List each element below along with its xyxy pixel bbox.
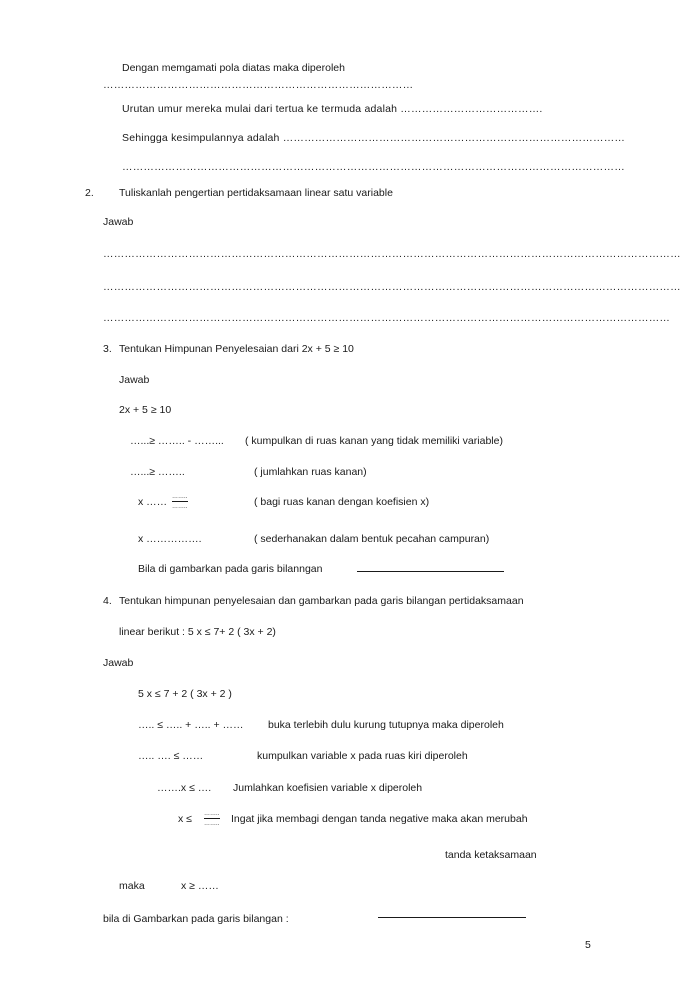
intro-dots-1: …………………………………………………………………………… [103,79,414,91]
q4-numberline [378,917,526,918]
q4-step3-expression: …….x ≤ …. [157,782,212,794]
q3-step4-expression: x ……………. [138,533,202,545]
q3-number: 3. [103,343,112,355]
q3-step1-expression: …...≥ …….. - ……... [130,435,224,447]
q4-equation: 5 x ≤ 7 + 2 ( 3x + 2 ) [138,688,232,700]
q2-answer-line-1: ……………………………………………………………………………………………………………………………………………… [103,248,681,260]
q4-step2-expression: ….. …. ≤ …… [138,750,204,762]
q3-step2-hint: ( jumlahkan ruas kanan) [254,466,367,478]
q3-step3-hint: ( bagi ruas kanan dengan koefisien x) [254,496,430,508]
q2-answer-line-3: …………………………………………………………………………………………………………………………………………… [103,312,671,324]
q4-step4-fraction [204,811,220,827]
intro-line-urutan: Urutan umur mereka mulai dari tertua ke termuda adalah …………………………………. [122,103,543,115]
q3-step1-hint: ( kumpulkan di ruas kanan yang tidak memiliki variable) [245,435,503,447]
q4-step4-hint-continued: tanda ketaksamaan [445,849,537,861]
q4-step1-hint: buka terlebih dulu kurung tutupnya maka diperoleh [268,719,504,731]
intro-line-1: Dengan memgamati pola diatas maka diperoleh [122,62,345,74]
q2-question: Tuliskanlah pengertian pertidaksamaan linear satu variable [119,187,393,199]
q2-number: 2. [85,187,94,199]
q3-step2-expression: …...≥ …….. [130,466,185,478]
q3-jawab-label: Jawab [119,374,150,386]
q2-jawab-label: Jawab [103,216,134,228]
q4-step3-hint: Jumlahkan koefisien variable x diperoleh [233,782,423,794]
q3-step3-expression: x …… [138,496,168,508]
q3-step3-fraction-denominator: …….. [172,504,188,510]
q4-number: 4. [103,595,112,607]
q4-maka-label: maka [119,880,145,892]
q4-step1-expression: ….. ≤ ….. + ….. + …… [138,719,244,731]
q2-answer-line-2: ……………………………………………………………………………………………………………………………………………… [103,281,681,293]
q3-step3-fraction-numerator: …….. [172,494,188,500]
q4-maka-expression: x ≥ …… [181,880,219,892]
q4-step4-fraction-denominator: …….. [204,821,220,827]
page-number: 5 [585,939,591,951]
intro-line-kesimpulan: Sehingga kesimpulannya adalah …………………………………………………………………………………… [122,132,626,144]
q3-step4-hint: ( sederhanakan dalam bentuk pecahan campuran) [254,533,490,545]
q4-step4-hint: Ingat jika membagi dengan tanda negative maka akan merubah [231,813,528,825]
q4-step2-hint: kumpulkan variable x pada ruas kiri diperoleh [257,750,468,762]
intro-dots-2: …………………………………………………………………………………………………………………………… [122,161,625,173]
q4-jawab-label: Jawab [103,657,134,669]
q3-numberline-label: Bila di gambarkan pada garis bilanngan [138,563,323,575]
q4-question-line-1: Tentukan himpunan penyelesaian dan gambarkan pada garis bilangan pertidaksamaan [119,595,524,607]
q3-numberline [357,571,504,572]
q3-step3-fraction [172,494,188,510]
q3-equation: 2x + 5 ≥ 10 [119,404,172,416]
q4-numberline-label: bila di Gambarkan pada garis bilangan : [103,913,289,925]
q3-question: Tentukan Himpunan Penyelesaian dari 2x + 5 ≥ 10 [119,343,354,355]
q4-step4-expression: x ≤ [178,813,192,825]
q4-step4-fraction-numerator: …….. [204,811,220,817]
q4-question-line-2: linear berikut : 5 x ≤ 7+ 2 ( 3x + 2) [119,626,276,638]
